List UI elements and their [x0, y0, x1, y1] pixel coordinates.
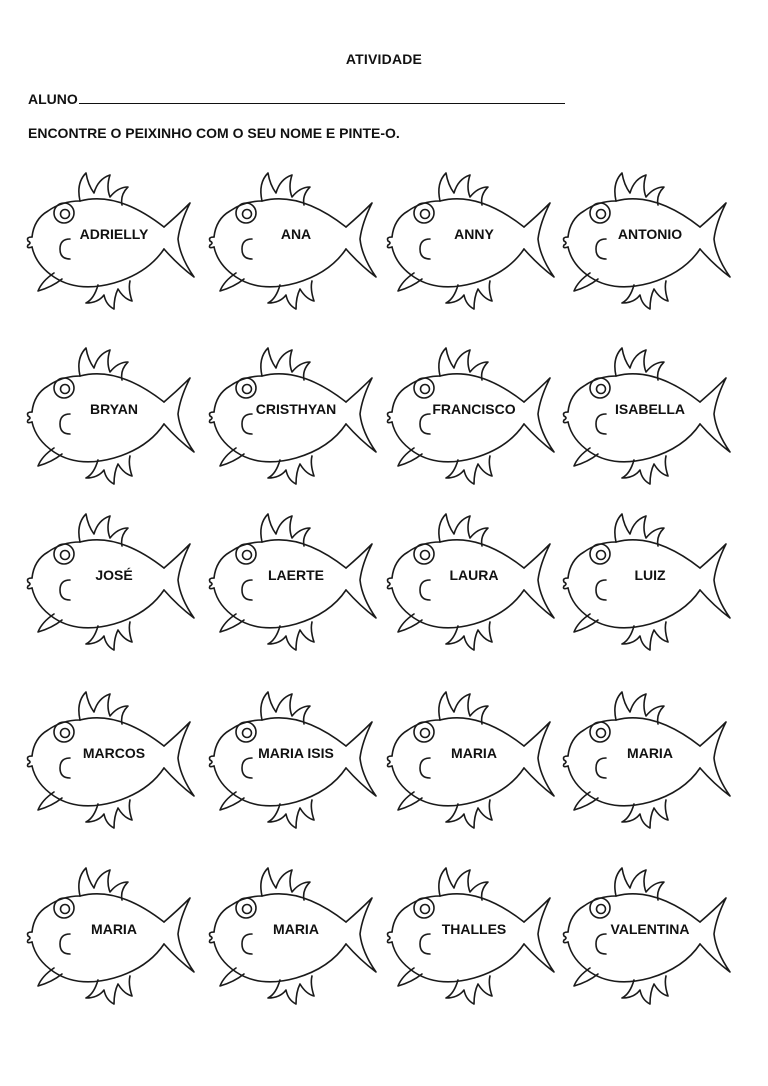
fish-card[interactable] [18, 860, 206, 1008]
fish-card[interactable] [554, 684, 742, 832]
fish-name-label: LAURA [449, 567, 499, 583]
fish-name-label: LUIZ [634, 567, 666, 583]
fish-card[interactable] [378, 165, 566, 313]
fish-card[interactable] [200, 165, 388, 313]
fish-card[interactable] [378, 684, 566, 832]
fish-name-label: MARIA [273, 921, 319, 937]
fish-name-label: MARIA [627, 745, 673, 761]
fish-card[interactable] [378, 506, 566, 654]
fish-name-label: ADRIELLY [79, 226, 149, 242]
fish-card[interactable] [200, 860, 388, 1008]
fish-card[interactable] [554, 165, 742, 313]
fish-card[interactable] [18, 165, 206, 313]
fish-name-label: VALENTINA [610, 921, 690, 937]
fish-card[interactable] [378, 340, 566, 488]
fish-card[interactable] [18, 506, 206, 654]
fish-card[interactable] [200, 506, 388, 654]
fish-name-label: ANNY [454, 226, 494, 242]
fish-name-label: FRANCISCO [432, 401, 516, 417]
fish-name-label: THALLES [441, 921, 507, 937]
fish-name-label: MARCOS [82, 745, 146, 761]
fish-card[interactable] [18, 684, 206, 832]
fish-name-label: LAERTE [268, 567, 324, 583]
fish-name-label: MARIA [451, 745, 497, 761]
fish-name-label: JOSÉ [95, 567, 133, 583]
page-title: ATIVIDADE [345, 51, 423, 67]
instruction-text: ENCONTRE O PEIXINHO COM O SEU NOME E PINTE-O. [28, 125, 400, 141]
student-label: ALUNO [28, 91, 78, 107]
fish-card[interactable] [554, 340, 742, 488]
fish-name-label: MARIA ISIS [258, 745, 334, 761]
fish-card[interactable] [378, 860, 566, 1008]
fish-name-label: CRISTHYAN [255, 401, 337, 417]
fish-name-label: ISABELLA [615, 401, 685, 417]
fish-name-label: ANA [280, 226, 312, 242]
fish-name-label: ANTONIO [617, 226, 683, 242]
fish-name-label: BRYAN [90, 401, 138, 417]
fish-card[interactable] [554, 506, 742, 654]
fish-card[interactable] [18, 340, 206, 488]
fish-card[interactable] [200, 340, 388, 488]
fish-card[interactable] [554, 860, 742, 1008]
fish-name-label: MARIA [91, 921, 137, 937]
fish-card[interactable] [200, 684, 388, 832]
